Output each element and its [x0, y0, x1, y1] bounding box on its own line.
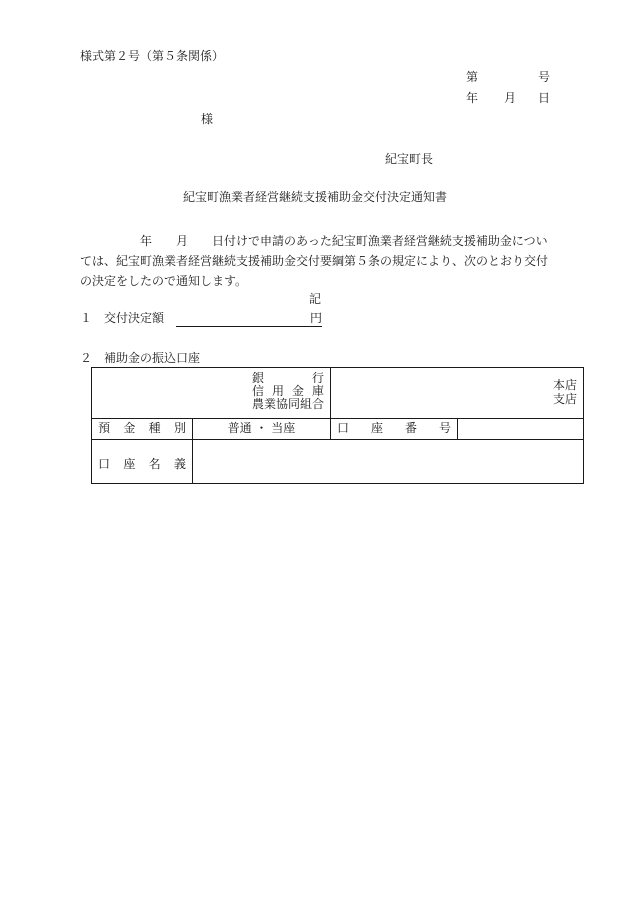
issuer: 紀宝町長 — [385, 152, 434, 166]
deposit-type-label-cell — [92, 419, 193, 440]
branch-type-main: 本店 — [552, 378, 577, 392]
item2 — [80, 350, 200, 366]
doc-number-suffix: 号 — [537, 70, 550, 84]
bank-type-shinkin: 信用金庫 — [252, 384, 324, 398]
item2-number: ２ — [80, 351, 93, 365]
body-line2: ては、紀宝町漁業者経営継続支援補助金交付要綱第５条の規定により、次のとおり交付 — [80, 254, 549, 268]
date-year: 年 — [466, 91, 479, 105]
account-name-field[interactable] — [193, 440, 584, 484]
deposit-type-value: 普通 ・ 当座 — [227, 421, 296, 435]
bank-type-bank: 銀行 — [252, 371, 324, 385]
bank-type-list — [252, 372, 324, 411]
body-line3: の決定をしたので通知します。 — [80, 274, 248, 288]
body-month: 月 — [176, 234, 189, 248]
amount-field[interactable] — [176, 310, 322, 327]
document-title: 紀宝町漁業者経営継続支援補助金交付決定通知書 — [182, 190, 447, 204]
date-day: 日 — [537, 91, 550, 105]
branch-name-cell[interactable] — [331, 368, 584, 419]
account-name-label-cell — [92, 440, 193, 484]
bank-name-cell[interactable] — [92, 368, 331, 419]
branch-type-branch: 支店 — [552, 392, 577, 406]
form-label: 様式第２号（第５条関係） — [80, 49, 225, 63]
body-line1: 日付けで申請のあった紀宝町漁業者経営継続支援補助金につい — [212, 234, 548, 248]
account-number-label: 口座番号 — [337, 421, 451, 435]
item1-number: １ — [80, 311, 93, 325]
bank-account-table — [91, 367, 584, 484]
body-text — [80, 231, 560, 291]
item1-label: 交付決定額 — [104, 311, 165, 325]
item2-label: 補助金の振込口座 — [104, 351, 201, 365]
amount-unit: 円 — [309, 311, 322, 325]
addressee: 様 — [201, 112, 214, 126]
doc-number-prefix: 第 — [466, 70, 479, 84]
account-name-label: 口座名義 — [98, 457, 186, 471]
body-year: 年 — [140, 234, 153, 248]
account-number-field[interactable] — [458, 419, 584, 440]
bank-type-nokyo: 農業協同組合 — [252, 397, 325, 411]
date-month: 月 — [504, 91, 517, 105]
account-number-label-cell — [331, 419, 458, 440]
branch-type-list — [553, 378, 577, 406]
deposit-type-label: 預金種別 — [98, 421, 186, 435]
ki-heading: 記 — [309, 292, 322, 306]
deposit-type-value-cell[interactable] — [193, 419, 331, 440]
